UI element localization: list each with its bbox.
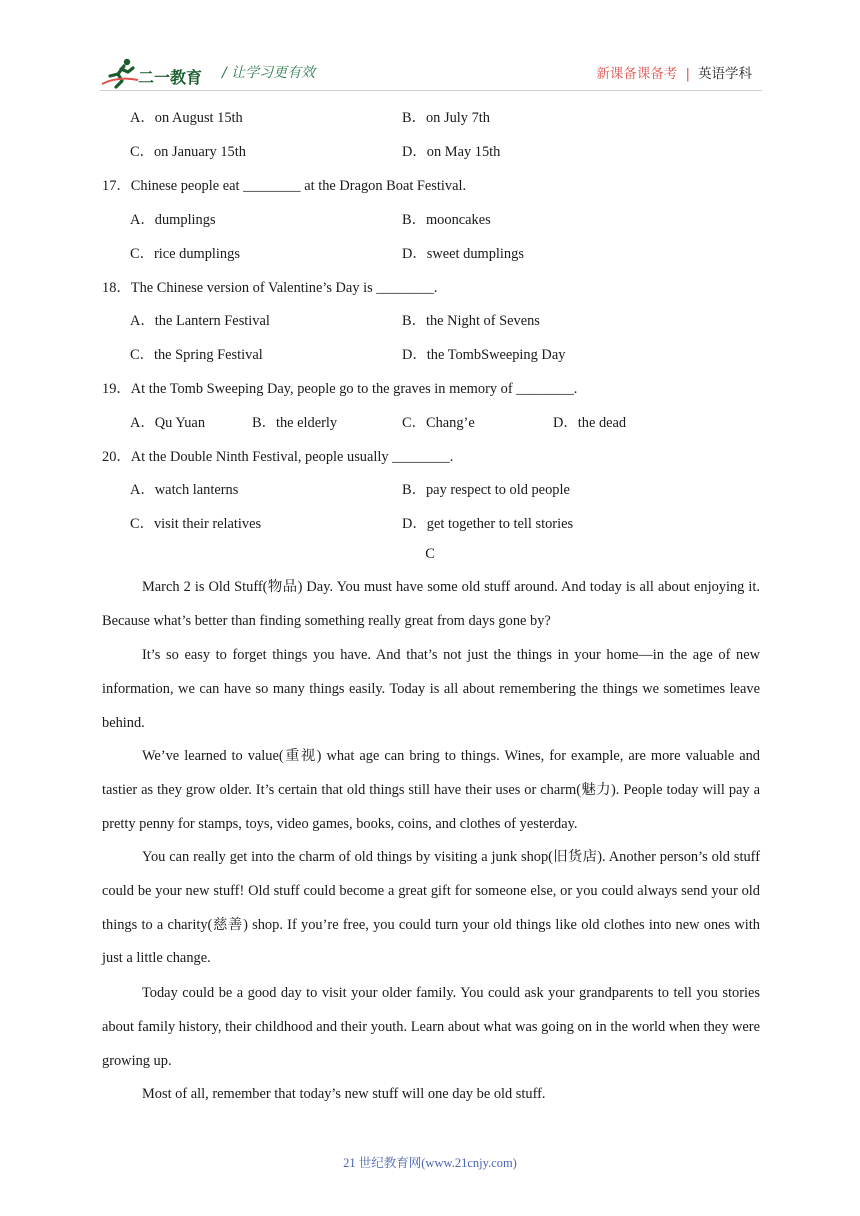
logo-text: 二一教育 — [138, 68, 203, 87]
paragraph-6: Most of all, remember that today’s new stuff will one day be old stuff. — [142, 1086, 546, 1102]
slogan: / 让学习更有效 — [222, 65, 316, 81]
q17-option-a: A．dumplings — [130, 212, 216, 228]
header-divider — [100, 90, 762, 91]
section-title: C — [425, 546, 435, 562]
subject-left: 新课备课备考 — [596, 66, 678, 82]
page-footer: 21 世纪教育网(www.21cnjy.com) — [343, 1156, 517, 1170]
q20-stem: 20．At the Double Ninth Festival, people usually ________. — [102, 449, 454, 465]
q20-option-a: A．watch lanterns — [130, 482, 239, 498]
paragraph-5: Today could be a good day to visit your older family. You could ask your grandparents to tell you stories about family history, their childhood and their youth. Learn about what was going on in the world when they were growing up. — [102, 985, 760, 1069]
q19-stem: 19．At the Tomb Sweeping Day, people go to the graves in memory of ________. — [102, 381, 578, 397]
q17-stem: 17．Chinese people eat ________ at the Dragon Boat Festival. — [102, 178, 467, 194]
q16-option-a: A．on August 15th — [130, 110, 243, 126]
subject-label — [596, 62, 752, 82]
paragraph-2: It’s so easy to forget things you have. And that’s not just the things in your home—in the age of new information, we can have so many things easily. Today is all about remembering the things we sometimes leave behind. — [102, 647, 760, 731]
q16-option-c: C．on January 15th — [130, 144, 246, 160]
q18-option-b: B．the Night of Sevens — [402, 313, 540, 329]
subject-separator: | — [685, 66, 690, 82]
q18-option-d: D．the TombSweeping Day — [402, 347, 566, 363]
q16-option-d: D．on May 15th — [402, 144, 501, 160]
subject-right: 英语学科 — [698, 66, 752, 82]
q17-option-d: D．sweet dumplings — [402, 246, 524, 262]
q17-option-b: B．mooncakes — [402, 212, 491, 228]
paragraph-4: You can really get into the charm of old things by visiting a junk shop(旧货店). Another person’s old stuff could be your new stuff! Old stuff could become a great gift for someone else, or you could always send your old things to a charity(慈善) shop. If you’re free, you could turn your old things like old clothes into new ones with just a little change. — [102, 849, 760, 967]
q17-option-c: C．rice dumplings — [130, 246, 240, 262]
runner-logo-icon — [100, 56, 140, 90]
q18-stem: 18．The Chinese version of Valentine’s Day is ________. — [102, 280, 438, 296]
q20-option-b: B．pay respect to old people — [402, 482, 570, 498]
paragraph-1: March 2 is Old Stuff(物品) Day. You must have some old stuff around. And today is all about enjoying it. Because what’s better than finding something really great from days gone by? — [102, 579, 760, 629]
logo — [100, 56, 210, 90]
q16-option-b: B．on July 7th — [402, 110, 490, 126]
q18-option-a: A．the Lantern Festival — [130, 313, 270, 329]
q20-option-d: D．get together to tell stories — [402, 516, 574, 532]
q19-option-c: C．Chang’e — [402, 415, 475, 431]
q19-option-b: B．the elderly — [252, 415, 338, 431]
q19-option-d: D．the dead — [553, 415, 627, 431]
q20-option-c: C．visit their relatives — [130, 516, 262, 532]
q18-option-c: C．the Spring Festival — [130, 347, 263, 363]
paragraph-3: We’ve learned to value(重视) what age can bring to things. Wines, for example, are more valuable and tastier as they grow older. It’s certain that old things still have their uses or charm(魅力). People today will pay a pretty penny for stamps, toys, video games, books, coins, and clothes of yesterday. — [102, 748, 760, 832]
q19-option-a: A．Qu Yuan — [130, 415, 206, 431]
page-header — [100, 56, 760, 90]
